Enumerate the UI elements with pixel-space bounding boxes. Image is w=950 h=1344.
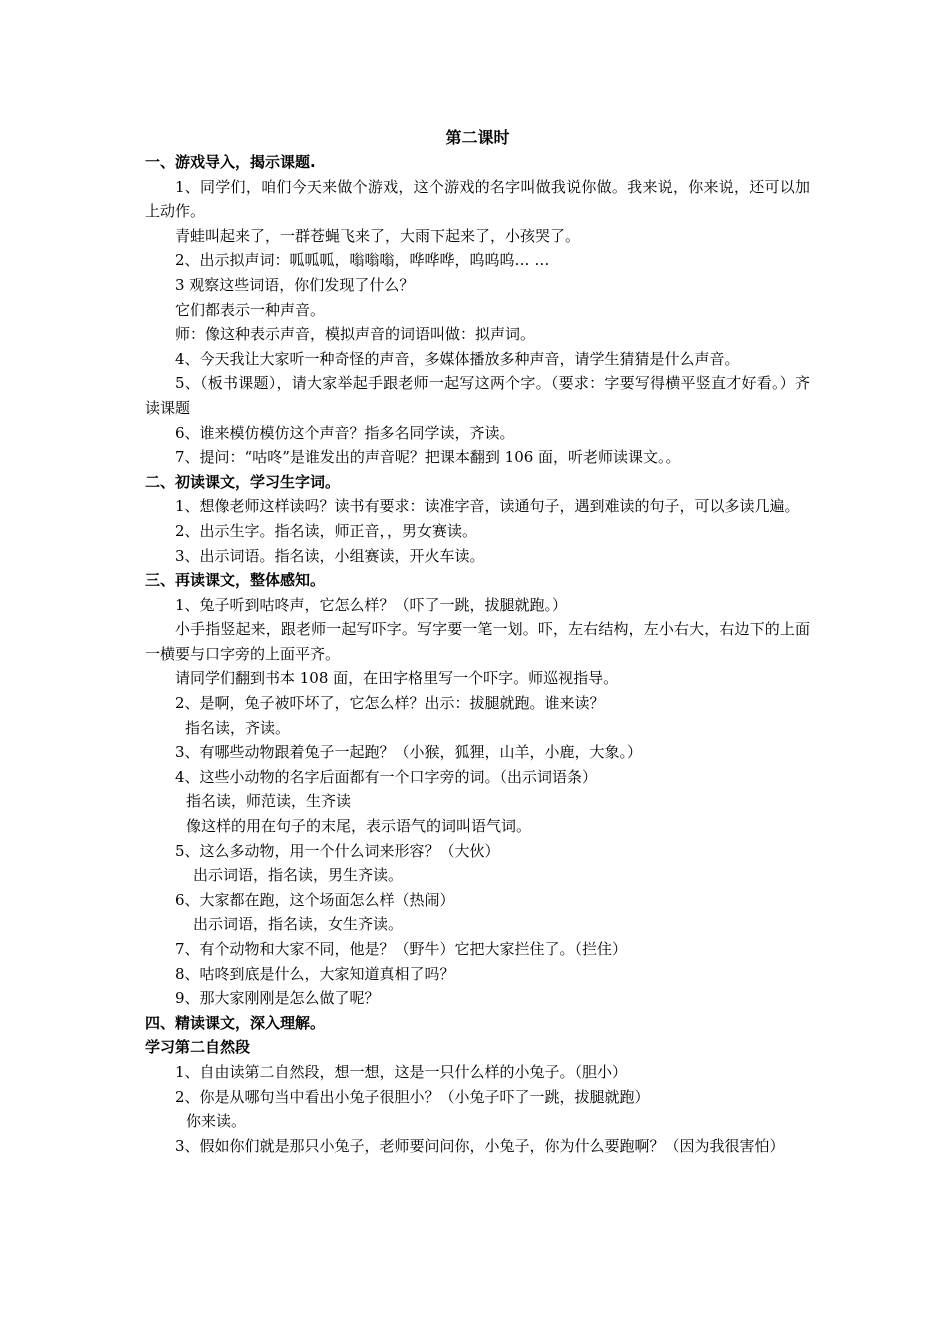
section-heading: 三、再读课文，整体感知。 [145,571,326,590]
text-line: 2、出示生字。指名读，师正音，，男女赛读。 [175,521,478,540]
text-line: 3、有哪些动物跟着兔子一起跑？（小猴，狐狸，山羊，小鹿，大象。） [175,743,643,762]
text-line: 师：像这种表示声音，模拟声音的词语叫做：拟声词。 [175,325,536,344]
page-title: 第二课时 [445,128,510,147]
text-line: 1、同学们，咱们今天来做个游戏，这个游戏的名字叫做我说你做。我来说，你来说，还可以加上动作。 [145,177,810,221]
text-line: 1、兔子听到咕咚声，它怎么样？（吓了一跳，拔腿就跑。） [175,595,568,614]
text-line: 出示词语，指名读，女生齐读。 [193,915,404,934]
text-line: 指名读，齐读。 [185,718,291,737]
text-line: 2、你是从哪句当中看出小兔子很胆小？（小兔子吓了一跳，拔腿就跑） [175,1087,650,1106]
text-line: 7、提问：“咕咚”是谁发出的声音呢？把课本翻到 106 面，听老师读课文。。 [175,448,681,467]
text-line: 5、这么多动物，用一个什么词来形容？（大伙） [175,841,500,860]
text-line: 像这样的用在句子的末尾，表示语气的词叫语气词。 [186,817,532,836]
text-line: 9、那大家刚刚是怎么做了呢？ [175,989,380,1008]
section-heading: 一、游戏导入，揭示课题. [145,153,316,171]
section-heading: 二、初读课文，学习生字词。 [145,472,341,491]
text-line: 请同学们翻到书本 108 面，在田字格里写一个吓字。师巡视指导。 [175,669,619,688]
lesson-text [145,150,810,1158]
text-line: 4、今天我让大家听一种奇怪的声音，多媒体播放多种声音，请学生猜猜是什么声音。 [175,349,740,368]
text-line: 小手指竖起来，跟老师一起写吓字。写字要一笔一划。吓，左右结构，左小右大，右边下的上面一横要与口字旁的上面平齐。 [145,620,810,663]
section-heading: 四、精读课文，深入理解。 [145,1013,326,1032]
text-line: 7、有个动物和大家不同，他是？（野牛）它把大家拦住了。（拦住） [175,940,628,958]
section-heading: 学习第二自然段 [145,1038,251,1057]
text-line: 1、想像老师这样读吗？读书有要求：读准字音，读通句子，遇到难读的句子，可以多读几遍。 [175,497,800,516]
text-line: 指名读，师范读，生齐读 [186,792,352,811]
text-line: 1、自由读第二自然段，想一想，这是一只什么样的小兔子。（胆小） [175,1062,628,1081]
text-line: 6、谁来模仿模仿这个声音？指多名同学读，齐读。 [175,423,515,442]
text-line: 3 观察这些词语，你们发现了什么？ [175,275,415,294]
text-line: 你来读。 [186,1112,247,1131]
text-line: 它们都表示一种声音。 [175,300,326,319]
text-line: 出示词语，指名读，男生齐读。 [193,866,404,885]
text-line: 青蛙叫起来了，一群苍蝇飞来了，大雨下起来了，小孩哭了。 [175,226,581,245]
document-body [145,126,810,1158]
text-line: 5、（板书课题），请大家举起手跟老师一起写这两个字。（要求：字要写得横平竖直才好看。）齐读课题 [145,374,810,417]
text-line: 2、出示拟声词：呱呱呱，嗡嗡嗡，哗哗哗，呜呜呜… … [175,251,550,270]
text-line: 2、是啊，兔子被吓坏了，它怎么样？出示：拔腿就跑。谁来读？ [175,694,605,713]
text-line: 3、假如你们就是那只小兔子，老师要问问你，小兔子，你为什么要跑啊？（因为我很害怕） [175,1136,785,1155]
text-line: 4、这些小动物的名字后面都有一个口字旁的词。（出示词语条） [175,767,598,786]
text-line: 6、大家都在跑，这个场面怎么样（热闹） [175,890,455,909]
text-line: 8、咕咚到底是什么，大家知道真相了吗？ [175,964,455,983]
text-line: 3、出示词语。指名读，小组赛读，开火车读。 [175,546,485,565]
